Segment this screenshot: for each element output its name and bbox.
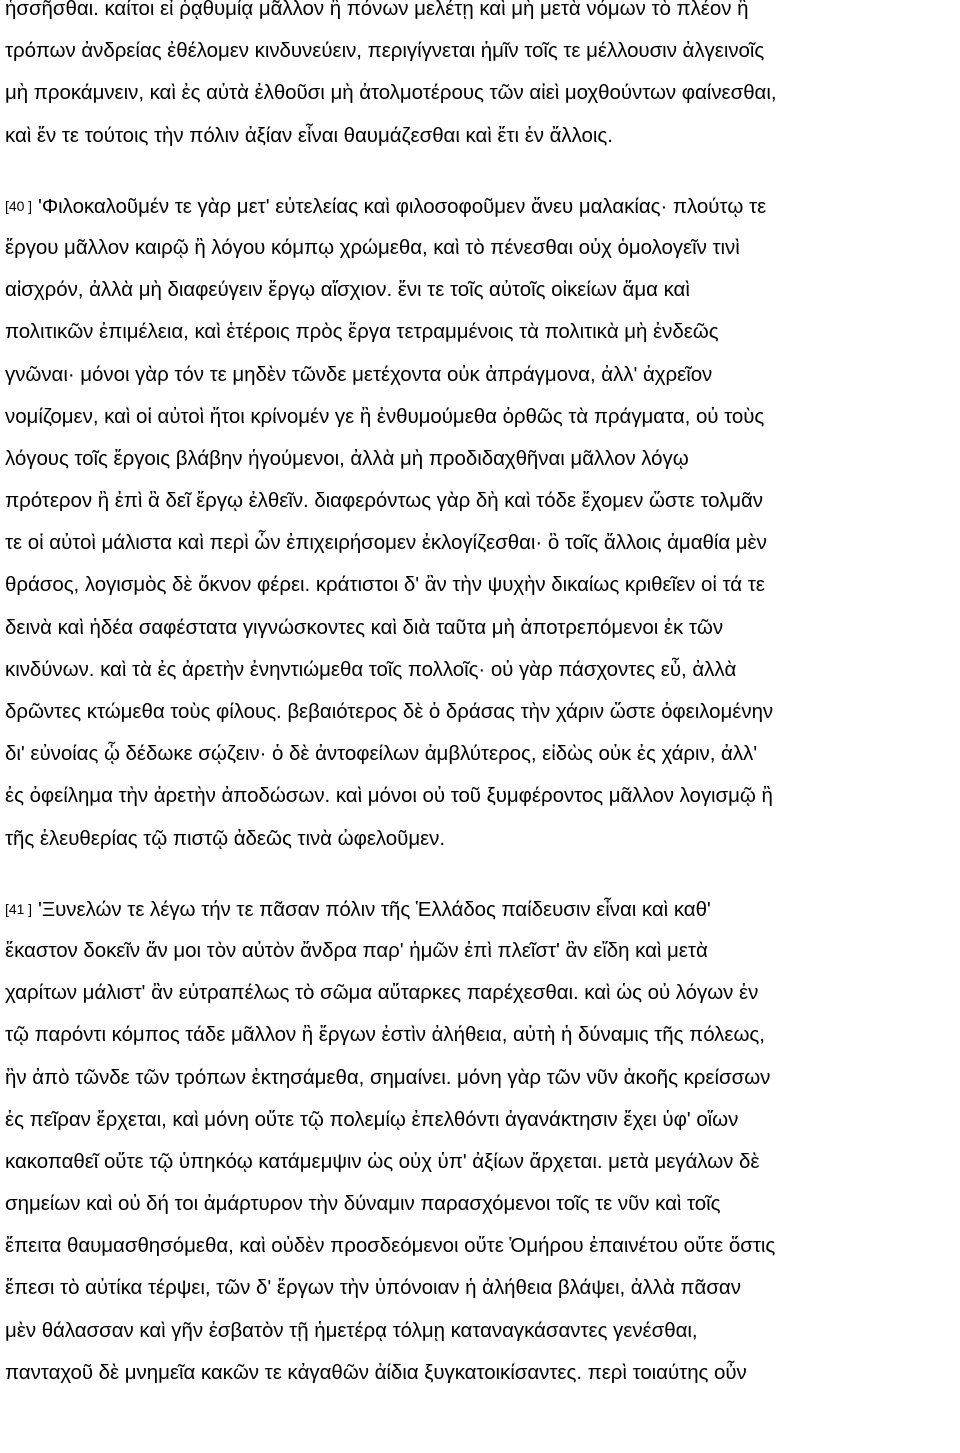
- paragraph-39-end: [5, 0, 960, 157]
- text-line-content: 'Φιλοκαλοῦμέν τε γὰρ μετ' εὐτελείας καὶ φιλοσοφοῦμεν ἄνευ μαλακίας· πλούτῳ τε: [38, 194, 767, 218]
- document-page: [5, 0, 960, 1394]
- text-line: ἐς πεῖραν ἔρχεται, καὶ μόνη οὔτε τῷ πολεμίῳ ἐπελθόντι ἀγανάκτησιν ἔχει ὑφ' οἵων: [5, 1107, 739, 1131]
- paragraph-41: [5, 888, 960, 1394]
- text-line: κινδύνων. καὶ τὰ ἐς ἀρετὴν ἐνηντιώμεθα τοῖς πολλοῖς· οὐ γὰρ πάσχοντες εὖ, ἀλλὰ: [5, 657, 737, 681]
- text-line: ἐς ὀφείλημα τὴν ἀρετὴν ἀποδώσων. καὶ μόνοι οὐ τοῦ ξυμφέροντος μᾶλλον λογισμῷ ἢ: [5, 784, 773, 808]
- text-line: δρῶντες κτώμεθα τοὺς φίλους. βεβαιότερος δὲ ὁ δράσας τὴν χάριν ὥστε ὀφειλομένην: [5, 700, 774, 723]
- text-line-content: 'Ξυνελών τε λέγω τήν τε πᾶσαν πόλιν τῆς Ἑλλάδος παίδευσιν εἶναι καὶ καθ': [38, 897, 711, 921]
- text-line: καὶ ἔν τε τούτοις τὴν πόλιν ἀξίαν εἶναι θαυμάζεσθαι καὶ ἔτι ἐν ἄλλοις.: [5, 123, 613, 147]
- text-line: πανταχοῦ δὲ μνημεῖα κακῶν τε κἀγαθῶν ἀίδια ξυγκατοικίσαντες. περὶ τοιαύτης οὖν: [5, 1360, 747, 1384]
- text-line: γνῶναι· μόνοι γὰρ τόν τε μηδὲν τῶνδε μετέχοντα οὐκ ἀπράγμονα, ἀλλ' ἀχρεῖον: [5, 362, 713, 386]
- text-line: πολιτικῶν ἐπιμέλεια, καὶ ἑτέροις πρὸς ἔργα τετραμμένοις τὰ πολιτικὰ μὴ ἐνδεῶς: [5, 320, 719, 344]
- text-line: ἣν ἀπὸ τῶνδε τῶν τρόπων ἐκτησάμεθα, σημαίνει. μόνη γὰρ τῶν νῦν ἀκοῆς κρείσσων: [5, 1065, 771, 1089]
- text-line: χαρίτων μάλιστ' ἂν εὐτραπέλως τὸ σῶμα αὔταρκες παρέχεσθαι. καὶ ὡς οὐ λόγων ἐν: [5, 981, 759, 1005]
- text-line: ἕκαστον δοκεῖν ἄν μοι τὸν αὐτὸν ἄνδρα παρ' ἡμῶν ἐπὶ πλεῖστ' ἂν εἴδη καὶ μετὰ: [5, 938, 708, 962]
- text-line: σημείων καὶ οὐ δή τοι ἀμάρτυρον τὴν δύναμιν παρασχόμενοι τοῖς τε νῦν καὶ τοῖς: [5, 1192, 721, 1216]
- text-line: ἡσσῆσθαι. καίτοι εἰ ῥᾳθυμίᾳ μᾶλλον ἢ πόνων μελέτῃ καὶ μὴ μετὰ νόμων τὸ πλέον ἢ: [5, 0, 749, 20]
- text-line: τε οἱ αὐτοὶ μάλιστα καὶ περὶ ὧν ἐπιχειρήσομεν ἐκλογίζεσθαι· ὃ τοῖς ἄλλοις ἀμαθία μὲν: [5, 531, 767, 555]
- text-line: δεινὰ καὶ ἡδέα σαφέστατα γιγνώσκοντες καὶ διὰ ταῦτα μὴ ἀποτρεπόμενοι ἐκ τῶν: [5, 615, 724, 639]
- paragraph-gap: [5, 157, 960, 185]
- text-line: μὴ προκάμνειν, καὶ ἐς αὐτὰ ἐλθοῦσι μὴ ἀτολμοτέρους τῶν αἰεὶ μοχθούντων φαίνεσθαι,: [5, 81, 777, 105]
- text-line: πρότερον ἢ ἐπὶ ἃ δεῖ ἔργῳ ἐλθεῖν. διαφερόντως γὰρ δὴ καὶ τόδε ἔχομεν ὥστε τολμᾶν: [5, 489, 763, 513]
- text-line: [5, 888, 960, 930]
- paragraph-40: [5, 185, 960, 860]
- text-line: μὲν θάλασσαν καὶ γῆν ἐσβατὸν τῇ ἡμετέρᾳ τόλμῃ καταναγκάσαντες γενέσθαι,: [5, 1318, 698, 1342]
- text-line: τρόπων ἀνδρείας ἐθέλομεν κινδυνεύειν, περιγίγνεται ἡμῖν τοῖς τε μέλλουσιν ἀλγεινοῖς: [5, 39, 765, 63]
- text-line: αἰσχρόν, ἀλλὰ μὴ διαφεύγειν ἔργῳ αἴσχιον. ἔνι τε τοῖς αὐτοῖς οἰκείων ἅμα καὶ: [5, 278, 690, 302]
- text-line: ἔργου μᾶλλον καιρῷ ἢ λόγου κόμπῳ χρώμεθα, καὶ τὸ πένεσθαι οὐχ ὁμολογεῖν τινὶ: [5, 235, 740, 259]
- text-line: δι' εὐνοίας ᾧ δέδωκε σῴζειν· ὁ δὲ ἀντοφείλων ἀμβλύτερος, εἰδὼς οὐκ ἐς χάριν, ἀλλ': [5, 742, 758, 766]
- text-line: νομίζομεν, καὶ οἱ αὐτοὶ ἤτοι κρίνομέν γε ἢ ἐνθυμούμεθα ὀρθῶς τὰ πράγματα, οὐ τοὺς: [5, 404, 765, 428]
- text-line: ἔπεσι τὸ αὐτίκα τέρψει, τῶν δ' ἔργων τὴν ὑπόνοιαν ἡ ἀλήθεια βλάψει, ἀλλὰ πᾶσαν: [5, 1276, 741, 1300]
- paragraph-gap: [5, 860, 960, 888]
- text-line: [5, 185, 960, 227]
- text-line: ἔπειτα θαυμασθησόμεθα, καὶ οὐδὲν προσδεόμενοι οὔτε Ὁμήρου ἐπαινέτου οὔτε ὅστις: [5, 1234, 776, 1258]
- text-line: τῷ παρόντι κόμπος τάδε μᾶλλον ἢ ἔργων ἐστὶν ἀλήθεια, αὐτὴ ἡ δύναμις τῆς πόλεως,: [5, 1023, 765, 1047]
- text-line: θράσος, λογισμὸς δὲ ὄκνον φέρει. κράτιστοι δ' ἂν τὴν ψυχὴν δικαίως κριθεῖεν οἱ τά τε: [5, 573, 765, 597]
- text-line: τῆς ἐλευθερίας τῷ πιστῷ ἀδεῶς τινὰ ὠφελοῦμεν.: [5, 826, 446, 850]
- text-line: κακοπαθεῖ οὔτε τῷ ὑπηκόῳ κατάμεμψιν ὡς οὐχ ὑπ' ἀξίων ἄρχεται. μετὰ μεγάλων δὲ: [5, 1149, 760, 1173]
- section-marker: [41 ]: [5, 900, 32, 917]
- text-line: λόγους τοῖς ἔργοις βλάβην ἡγούμενοι, ἀλλὰ μὴ προδιδαχθῆναι μᾶλλον λόγῳ: [5, 446, 689, 470]
- section-marker: [40 ]: [5, 197, 32, 214]
